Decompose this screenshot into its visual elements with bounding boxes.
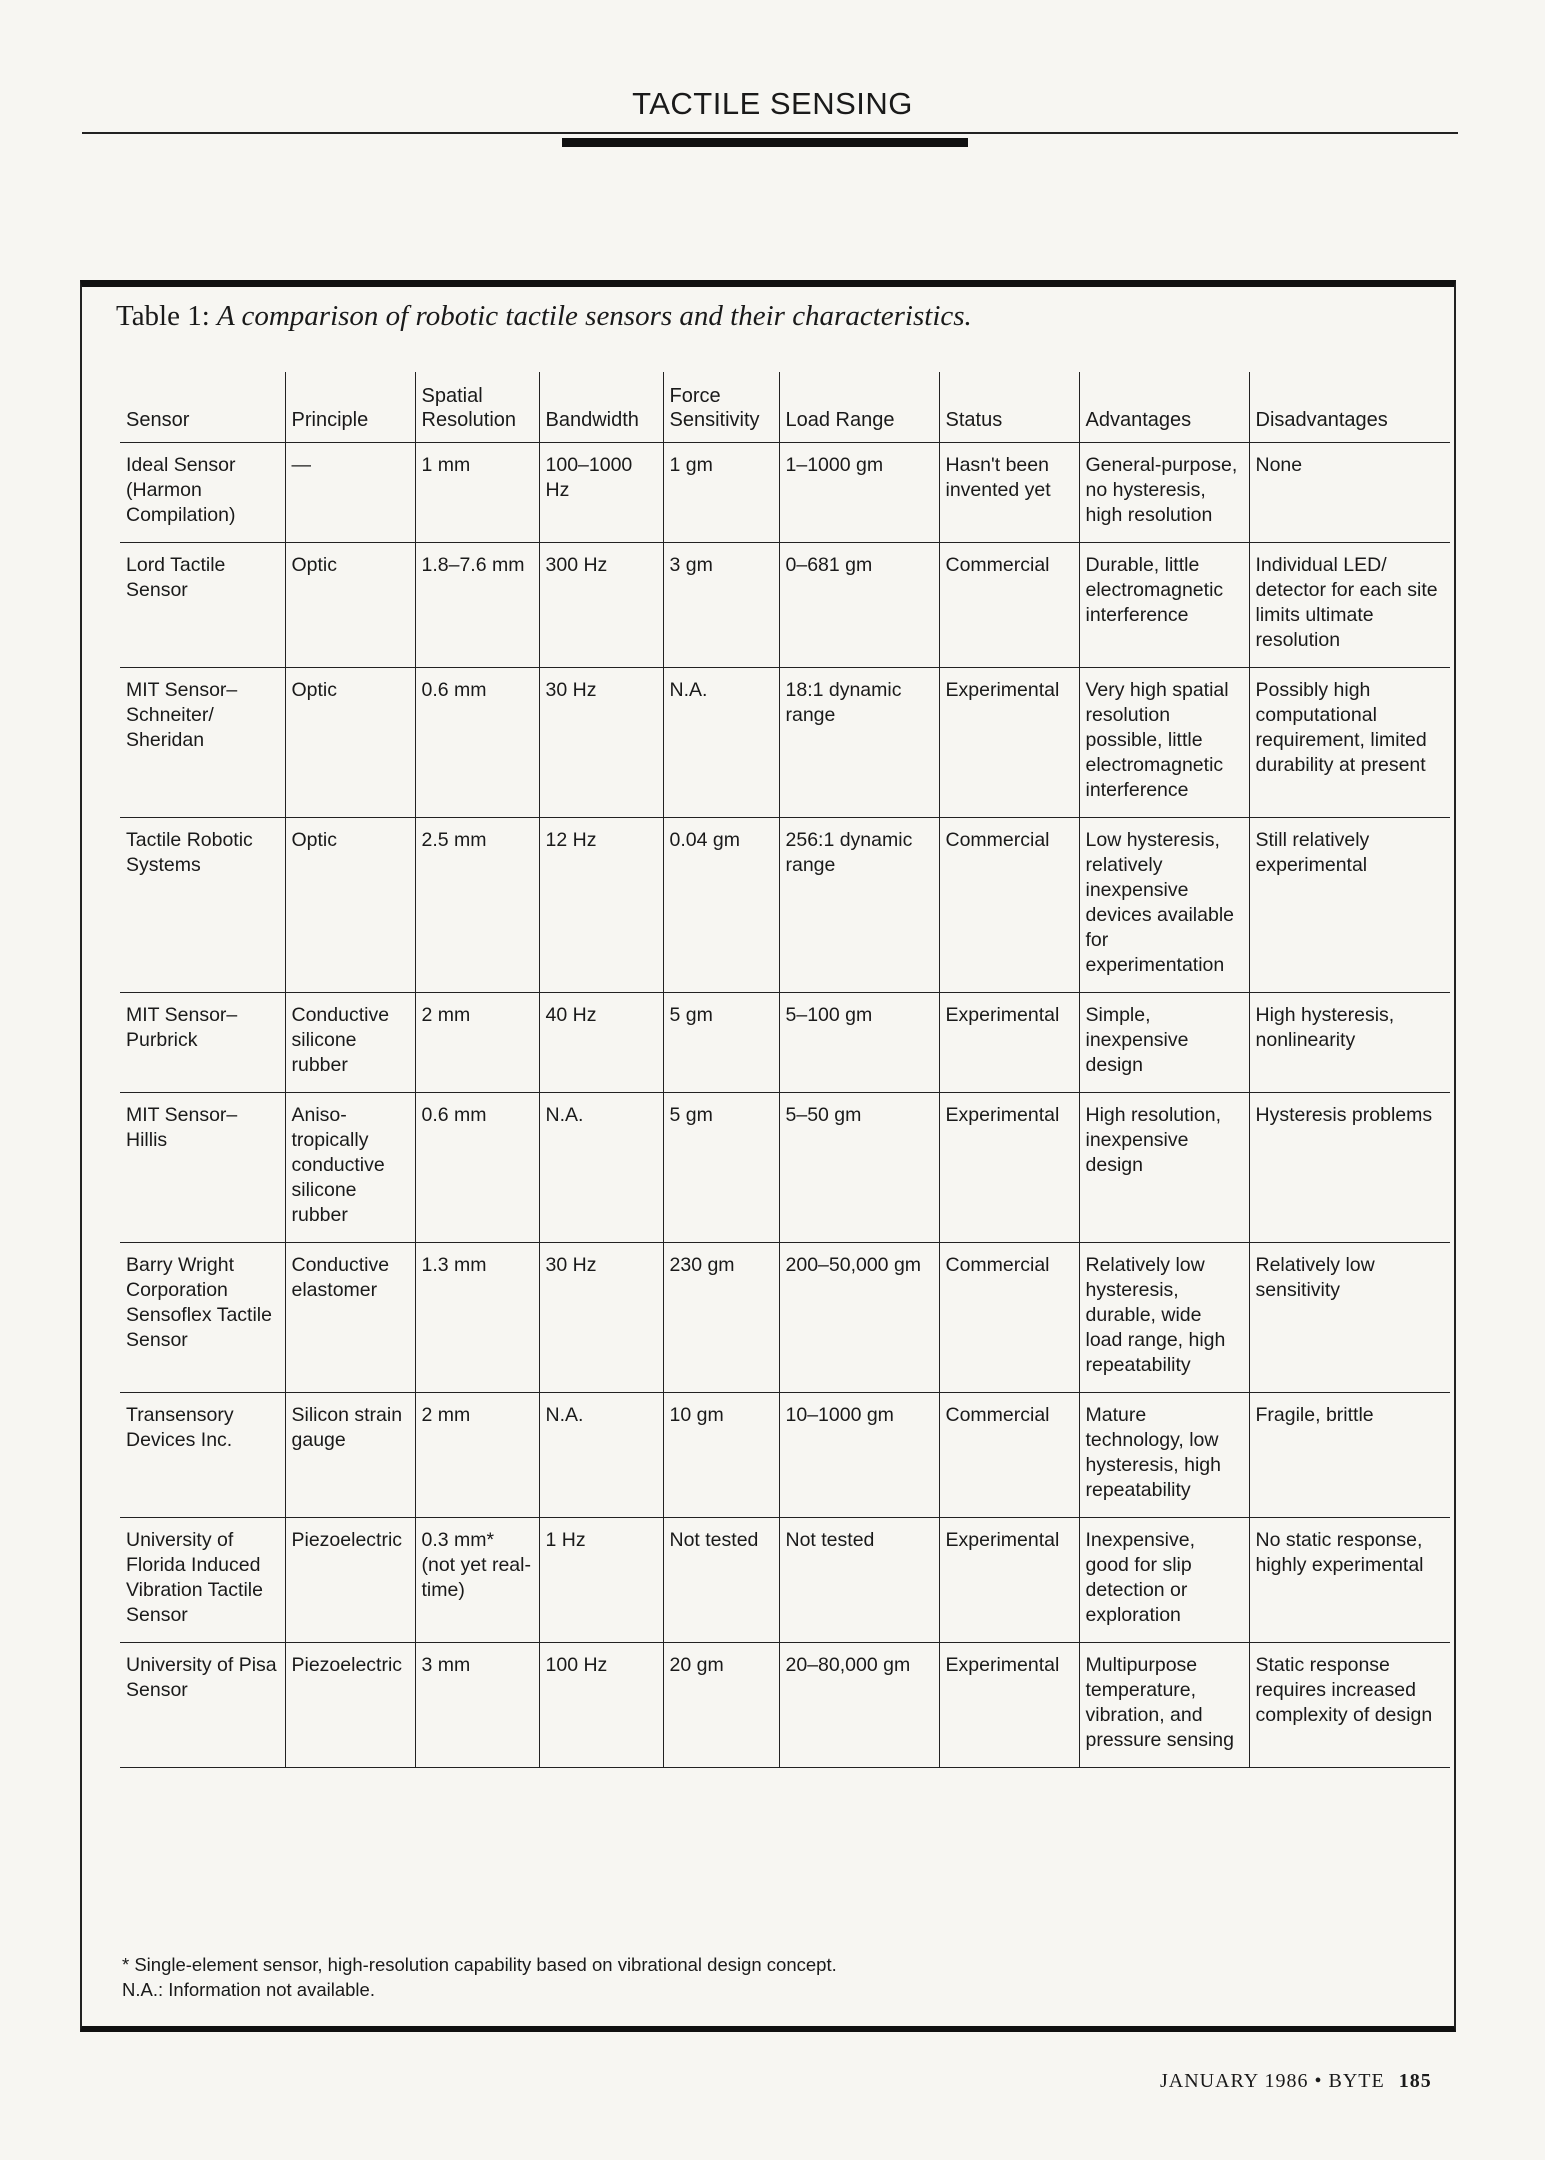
table-cell: Commercial <box>939 1243 1079 1393</box>
table-cell: 40 Hz <box>539 993 663 1093</box>
comparison-table <box>120 372 1450 1768</box>
table-cell: University of Florida Induced Vibration Tactile Sensor <box>126 1529 263 1626</box>
table-cell: University of Pisa Sensor <box>126 1654 277 1701</box>
table-cell: 3 mm <box>415 1643 539 1768</box>
table-cell: 5–50 gm <box>779 1093 939 1243</box>
table-row <box>120 668 1450 818</box>
table-cell: Durable, little electromagnetic interference <box>1079 543 1249 668</box>
table-cell: High hysteresis, nonlinearity <box>1249 993 1450 1093</box>
column-header: Advantages <box>1079 372 1249 443</box>
page-footer <box>1160 2070 1432 2093</box>
table-row <box>120 993 1450 1093</box>
table-cell: Piezoelectric <box>285 1643 415 1768</box>
table-cell: 18:1 dynamic range <box>779 668 939 818</box>
table-cell: 0.04 gm <box>663 818 779 993</box>
table-cell: Simple, inexpensive design <box>1079 993 1249 1093</box>
table-cell: Optic <box>285 818 415 993</box>
column-header: Principle <box>285 372 415 443</box>
table-header-row <box>120 372 1450 443</box>
table-cell: Experimental <box>939 1518 1079 1643</box>
column-header: Status <box>939 372 1079 443</box>
table-cell: Commercial <box>939 1393 1079 1518</box>
table-cell: Relatively low hysteresis, durable, wide load range, high repeatability <box>1079 1243 1249 1393</box>
table-cell: Experimental <box>939 993 1079 1093</box>
table-cell: Inexpensive, good for slip detection or exploration <box>1079 1518 1249 1643</box>
table-cell: Hysteresis problems <box>1249 1093 1450 1243</box>
table-cell: 20–80,000 gm <box>779 1643 939 1768</box>
table-cell: Transensory Devices Inc. <box>126 1404 234 1451</box>
table-cell: Multipurpose temperature, vibration, and pressure sensing <box>1079 1643 1249 1768</box>
table-cell: Aniso-tropically conductive silicone rubber <box>285 1093 415 1243</box>
table-cell: 2 mm <box>415 993 539 1093</box>
table-cell: Lord Tactile Sensor <box>126 554 226 601</box>
table-cell: Mature technology, low hysteresis, high repeatability <box>1079 1393 1249 1518</box>
table-cell: Very high spatial resolution possible, little electromagnetic interference <box>1079 668 1249 818</box>
table-cell: Low hysteresis, relatively inexpensive devices available for experimentation <box>1079 818 1249 993</box>
table-cell: 20 gm <box>663 1643 779 1768</box>
table-cell: 1 gm <box>663 443 779 543</box>
footnote-na: N.A.: Information not available. <box>122 1979 375 2000</box>
table-cell: N.A. <box>539 1393 663 1518</box>
table-cell: Piezoelectric <box>285 1518 415 1643</box>
table-cell: 100–1000 Hz <box>539 443 663 543</box>
table-cell: General-purpose, no hysteresis, high resolution <box>1079 443 1249 543</box>
table-cell: MIT Sensor– Purbrick <box>126 1004 238 1051</box>
column-header: Disadvantages <box>1249 372 1450 443</box>
footnote-asterisk: * Single-element sensor, high-resolution capability based on vibrational design concept. <box>122 1954 837 1975</box>
table-cell: Possibly high computational requirement, limited durability at present <box>1249 668 1450 818</box>
table-cell: 1 mm <box>415 443 539 543</box>
caption-label: Table 1: <box>116 300 210 332</box>
table-cell: Individual LED/ detector for each site limits ultimate resolution <box>1249 543 1450 668</box>
table-cell: Not tested <box>663 1518 779 1643</box>
table-cell: — <box>285 443 415 543</box>
table-cell: Conductive elastomer <box>285 1243 415 1393</box>
table-cell: Experimental <box>939 1093 1079 1243</box>
table-cell: 5 gm <box>663 1093 779 1243</box>
table-cell: 1 Hz <box>539 1518 663 1643</box>
table-cell: 12 Hz <box>539 818 663 993</box>
table-cell: 1.3 mm <box>415 1243 539 1393</box>
table-cell: 5–100 gm <box>779 993 939 1093</box>
table-cell: 0.6 mm <box>415 1093 539 1243</box>
table-cell: 1–1000 gm <box>779 443 939 543</box>
table-cell: 10 gm <box>663 1393 779 1518</box>
table-cell: 1.8–7.6 mm <box>415 543 539 668</box>
page-number: 185 <box>1398 2070 1432 2092</box>
table-cell: Experimental <box>939 1643 1079 1768</box>
table-row <box>120 1393 1450 1518</box>
header-accent-bar <box>562 138 968 147</box>
table-row <box>120 1643 1450 1768</box>
table-cell: None <box>1249 443 1450 543</box>
table-cell: 30 Hz <box>539 668 663 818</box>
table-cell: N.A. <box>663 668 779 818</box>
table-cell: MIT Sensor– Schneiter/ Sheridan <box>126 679 238 751</box>
table-cell: 100 Hz <box>539 1643 663 1768</box>
table-cell: Ideal Sensor (Harmon Compilation) <box>126 454 236 526</box>
table-cell: Commercial <box>939 543 1079 668</box>
table-cell: High resolution, inexpensive design <box>1079 1093 1249 1243</box>
column-header: Load Range <box>779 372 939 443</box>
header-rule <box>82 132 1458 134</box>
table-cell: Commercial <box>939 818 1079 993</box>
table-cell: 0–681 gm <box>779 543 939 668</box>
table-cell: Fragile, brittle <box>1249 1393 1450 1518</box>
table-cell: Experimental <box>939 668 1079 818</box>
running-head: TACTILE SENSING <box>632 86 913 121</box>
table-cell: 230 gm <box>663 1243 779 1393</box>
table-cell: 256:1 dynamic range <box>779 818 939 993</box>
table-row <box>120 1518 1450 1643</box>
table-row <box>120 818 1450 993</box>
caption-text: A comparison of robotic tactile sensors and their characteristics. <box>217 300 972 332</box>
table-cell: 0.6 mm <box>415 668 539 818</box>
table-cell: Static response requires increased complexity of design <box>1249 1643 1450 1768</box>
table-cell: 30 Hz <box>539 1243 663 1393</box>
table-cell: Silicon strain gauge <box>285 1393 415 1518</box>
table-row <box>120 1243 1450 1393</box>
table-row <box>120 443 1450 543</box>
table-body <box>120 443 1450 1768</box>
table-cell: Optic <box>285 543 415 668</box>
table-cell: No static response, highly experimental <box>1249 1518 1450 1643</box>
table-cell: 5 gm <box>663 993 779 1093</box>
table-cell: 10–1000 gm <box>779 1393 939 1518</box>
table-cell: MIT Sensor– Hillis <box>126 1104 238 1151</box>
table-notes <box>122 1952 837 2002</box>
table-caption <box>116 300 972 333</box>
table-cell: Still relatively experimental <box>1249 818 1450 993</box>
table-cell: Barry Wright Corporation Sensoflex Tactile Sensor <box>126 1254 272 1351</box>
table-cell: Conductive silicone rubber <box>285 993 415 1093</box>
table-cell: 2.5 mm <box>415 818 539 993</box>
table-row <box>120 543 1450 668</box>
column-header: Force Sensitivity <box>663 372 779 443</box>
table-row <box>120 1093 1450 1243</box>
table-cell: Relatively low sensitivity <box>1249 1243 1450 1393</box>
table-cell: Not tested <box>779 1518 939 1643</box>
column-header: Spatial Resolution <box>415 372 539 443</box>
table-cell: 3 gm <box>663 543 779 668</box>
column-header: Bandwidth <box>539 372 663 443</box>
table-cell: Tactile Robotic Systems <box>126 829 253 876</box>
table-cell: 0.3 mm* (not yet real-time) <box>415 1518 539 1643</box>
issue-label: JANUARY 1986 • BYTE <box>1160 2070 1385 2092</box>
table-cell: N.A. <box>539 1093 663 1243</box>
table-cell: Optic <box>285 668 415 818</box>
table-cell: 200–50,000 gm <box>779 1243 939 1393</box>
table-cell: 2 mm <box>415 1393 539 1518</box>
table-cell: 300 Hz <box>539 543 663 668</box>
column-header: Sensor <box>126 409 190 431</box>
table-cell: Hasn't been invented yet <box>939 443 1079 543</box>
